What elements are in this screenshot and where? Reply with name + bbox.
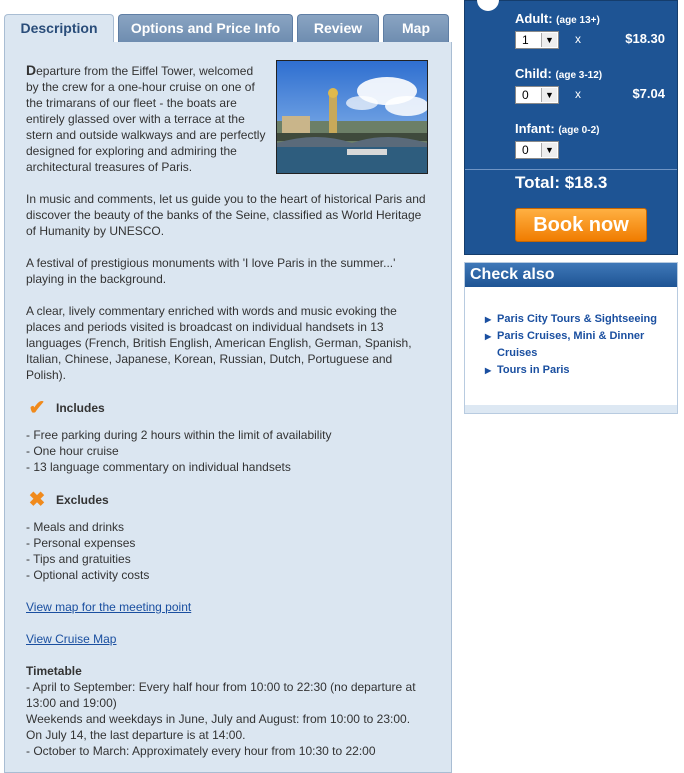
tab-bar bbox=[4, 14, 456, 42]
tab-options-price[interactable]: Options and Price Info bbox=[118, 14, 293, 42]
check-also-label: Tours in Paris bbox=[497, 364, 570, 376]
excludes-heading bbox=[26, 491, 428, 509]
book-now-button[interactable]: Book now bbox=[515, 208, 647, 242]
timetable-title: Timetable bbox=[26, 664, 82, 678]
tab-description[interactable]: Description bbox=[4, 14, 114, 44]
triangle-right-icon: ▶ bbox=[485, 366, 492, 375]
adult-label bbox=[515, 11, 600, 26]
check-also-box bbox=[464, 262, 678, 414]
list-item: - 13 language commentary on individual handsets bbox=[26, 460, 291, 474]
check-also-footer bbox=[465, 405, 677, 413]
list-item: - Optional activity costs bbox=[26, 568, 150, 582]
child-label bbox=[515, 66, 602, 81]
adult-age: (age 13+) bbox=[556, 15, 600, 26]
check-also-label: Paris Cruises, Mini & Dinner Cruises bbox=[497, 330, 645, 359]
child-multiply: x bbox=[575, 87, 581, 101]
intro-text: eparture from the Eiffel Tower, welcomed by the crew for a one-hour cruise on one of the trimarans of our fleet - the boats are entirely glassed over with a terrace at the stern and outside walkways and are perfectly designed for exploring and admiring the architectural treasures of Paris. bbox=[26, 64, 266, 174]
infant-age: (age 0-2) bbox=[558, 125, 600, 136]
list-item: - Personal expenses bbox=[26, 536, 136, 550]
bridge-photo bbox=[276, 60, 428, 174]
includes-title: Includes bbox=[56, 401, 105, 415]
excludes-title: Excludes bbox=[56, 493, 109, 507]
child-label-text: Child: bbox=[515, 66, 552, 81]
cross-icon: ✖ bbox=[28, 489, 46, 511]
includes-list bbox=[26, 427, 428, 475]
check-also-link-cruises[interactable] bbox=[485, 328, 675, 362]
check-also-link-tours[interactable] bbox=[485, 362, 675, 379]
timetable-line: On July 14, the last departure is at 14:00. bbox=[26, 728, 246, 742]
adult-qty-value: 1 bbox=[522, 33, 529, 47]
timetable-line: - April to September: Every half hour from 10:00 to 22:30 (no departure at 13:00 and 19:00) bbox=[26, 680, 416, 710]
adult-multiply: x bbox=[575, 32, 581, 46]
paragraph-heritage: In music and comments, let us guide you to the heart of historical Paris and discover the beauty of the banks of the Seine, classified as World Heritage of Humanity by UNESCO. bbox=[26, 192, 426, 238]
infant-qty-select[interactable] bbox=[515, 141, 559, 159]
child-age: (age 3-12) bbox=[555, 70, 603, 81]
total-price: Total: $18.3 bbox=[515, 173, 608, 192]
child-qty-value: 0 bbox=[522, 88, 529, 102]
triangle-right-icon: ▶ bbox=[485, 332, 492, 341]
list-item: - One hour cruise bbox=[26, 444, 119, 458]
adult-qty-select[interactable] bbox=[515, 31, 559, 49]
timetable-line: - October to March: Approximately every hour from 10:30 to 22:00 bbox=[26, 744, 376, 758]
triangle-right-icon: ▶ bbox=[485, 315, 492, 324]
adult-price: $18.30 bbox=[625, 31, 665, 46]
infant-qty-value: 0 bbox=[522, 143, 529, 157]
chevron-down-icon: ▼ bbox=[541, 88, 557, 102]
tab-map[interactable]: Map bbox=[383, 14, 449, 42]
excludes-list bbox=[26, 519, 428, 583]
intro-dropcap: D bbox=[26, 62, 37, 78]
includes-heading bbox=[26, 399, 428, 417]
timetable-line: Weekends and weekdays in June, July and August: from 10:00 to 23:00. bbox=[26, 712, 411, 726]
check-also-label: Paris City Tours & Sightseeing bbox=[497, 313, 657, 325]
chevron-down-icon: ▼ bbox=[541, 143, 557, 157]
booking-widget bbox=[464, 0, 678, 255]
child-qty-select[interactable] bbox=[515, 86, 559, 104]
list-item: - Meals and drinks bbox=[26, 520, 125, 534]
tab-review[interactable]: Review bbox=[297, 14, 379, 42]
checkmark-icon: ✔ bbox=[28, 397, 46, 419]
infant-label bbox=[515, 121, 599, 136]
check-also-title: Check also bbox=[465, 263, 677, 287]
child-price: $7.04 bbox=[632, 86, 665, 101]
check-also-link-city-tours[interactable] bbox=[485, 311, 675, 328]
step-circle bbox=[477, 0, 499, 11]
paragraph-commentary: A clear, lively commentary enriched with words and music evoking the places and periods visited is broadcast on individual handsets in 13 languages (French, British English, American English, German, Spanish, Italian, Chinese, Japanese, Korean, Russian, Dutch, Portuguese and Polish). bbox=[26, 304, 412, 382]
list-item: - Tips and gratuities bbox=[26, 552, 131, 566]
check-also-list bbox=[485, 311, 675, 379]
list-item: - Free parking during 2 hours within the limit of availability bbox=[26, 428, 332, 442]
cruise-map-link[interactable]: View Cruise Map bbox=[26, 632, 117, 646]
paragraph-festival: A festival of prestigious monuments with 'I love Paris in the summer...' playing in the background. bbox=[26, 256, 396, 286]
adult-label-text: Adult: bbox=[515, 11, 553, 26]
meeting-point-link[interactable]: View map for the meeting point bbox=[26, 600, 192, 614]
infant-label-text: Infant: bbox=[515, 121, 555, 136]
description-content bbox=[26, 62, 428, 759]
chevron-down-icon: ▼ bbox=[541, 33, 557, 47]
booking-divider bbox=[465, 169, 677, 170]
description-panel bbox=[4, 42, 452, 773]
